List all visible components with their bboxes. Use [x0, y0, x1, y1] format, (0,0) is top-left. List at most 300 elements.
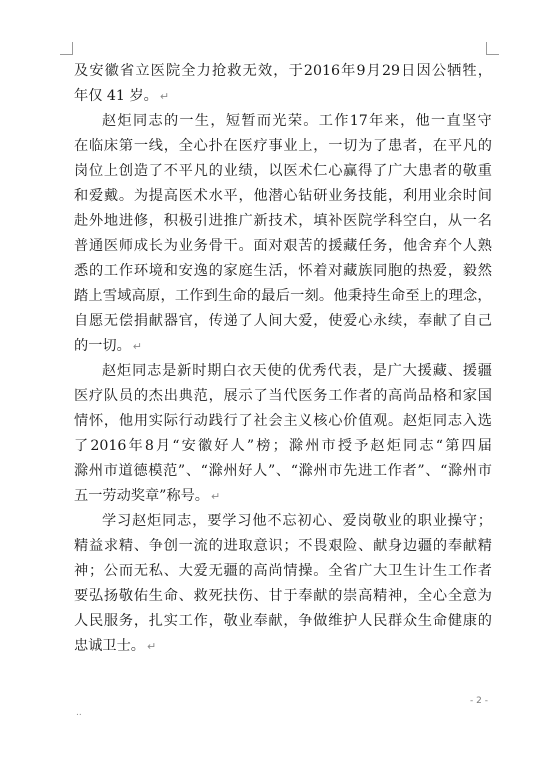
- glyph: 因: [416, 63, 431, 79]
- text-line: [74, 609, 492, 634]
- glyph: 不: [267, 513, 282, 529]
- glyph: 念: [462, 288, 478, 304]
- glyph: 推: [223, 213, 238, 229]
- glyph: 心: [358, 313, 373, 329]
- glyph: 爱: [342, 513, 357, 529]
- glyph: 取: [238, 538, 253, 554]
- glyph: 无: [103, 313, 119, 329]
- glyph: ，: [447, 263, 463, 279]
- glyph: 、: [163, 563, 178, 579]
- glyph: 市: [328, 463, 343, 479]
- glyph: 维: [328, 613, 343, 629]
- glyph: 神: [74, 563, 89, 579]
- glyph: 及: [74, 63, 89, 79]
- glyph: 的: [402, 513, 417, 529]
- glyph: 医: [298, 388, 313, 404]
- glyph: 一: [462, 213, 477, 229]
- glyph: 德: [133, 463, 148, 479]
- glyph: 业: [387, 513, 402, 529]
- glyph: 他: [253, 188, 268, 204]
- glyph: 怀: [298, 263, 313, 279]
- glyph: 尚: [402, 388, 418, 404]
- glyph: 操: [298, 563, 313, 579]
- glyph: ；: [477, 513, 492, 529]
- glyph: 自: [74, 313, 89, 329]
- glyph: 平: [447, 138, 463, 154]
- glyph: 初: [297, 513, 312, 529]
- glyph: 床: [103, 138, 119, 154]
- glyph: 献: [432, 313, 448, 329]
- glyph: 他: [118, 413, 134, 429]
- glyph: 职: [417, 513, 432, 529]
- glyph: 操: [447, 513, 462, 529]
- glyph: 生: [376, 288, 391, 304]
- glyph: 、: [253, 588, 268, 604]
- glyph: 同: [403, 438, 418, 454]
- glyph: 全: [181, 63, 196, 79]
- glyph: 社: [253, 413, 268, 429]
- glyph: 医: [283, 163, 298, 179]
- glyph: 实: [148, 413, 163, 429]
- glyph: 积: [163, 213, 178, 229]
- text-line: [74, 209, 492, 234]
- glyph: 间: [268, 313, 283, 329]
- glyph: 神: [388, 588, 403, 604]
- glyph: ，: [103, 413, 119, 429]
- glyph: 他: [333, 288, 348, 304]
- glyph: 术: [193, 188, 208, 204]
- glyph: 计: [417, 563, 433, 579]
- glyph: 通: [88, 238, 104, 254]
- glyph: 工: [318, 113, 333, 129]
- glyph: 时: [462, 188, 477, 204]
- glyph: ”: [177, 463, 186, 479]
- glyph: 赵: [102, 363, 117, 379]
- glyph: 作: [118, 263, 134, 279]
- glyph: 成: [133, 238, 149, 254]
- glyph: 一: [328, 138, 343, 154]
- glyph: 要: [74, 588, 89, 604]
- glyph: “: [172, 438, 180, 454]
- glyph: 踏: [74, 288, 89, 304]
- glyph: ，: [298, 213, 313, 229]
- glyph: 提: [148, 188, 163, 204]
- glyph: ，: [283, 263, 298, 279]
- glyph: 好: [238, 463, 253, 479]
- glyph: 敬: [118, 588, 134, 604]
- glyph: 身: [388, 538, 403, 554]
- glyph: 公: [431, 63, 447, 79]
- glyph: 业: [432, 188, 448, 204]
- glyph: 忘: [282, 513, 297, 529]
- glyph: 工: [372, 463, 388, 479]
- glyph: 同: [373, 263, 388, 279]
- glyph: 工: [447, 563, 463, 579]
- glyph: 心: [432, 588, 448, 604]
- glyph: 作: [189, 288, 204, 304]
- glyph: 钻: [298, 188, 313, 204]
- glyph: 然: [477, 263, 492, 279]
- glyph: 识: [268, 538, 283, 554]
- glyph: 尚: [268, 563, 283, 579]
- glyph: 而: [118, 563, 134, 579]
- glyph: 爱: [343, 313, 358, 329]
- glyph: 志: [419, 438, 434, 454]
- glyph: 者: [402, 463, 417, 479]
- glyph: 研: [313, 188, 328, 204]
- glyph: 好: [214, 438, 229, 454]
- glyph: 造: [133, 163, 149, 179]
- glyph: 表: [342, 363, 357, 379]
- glyph: 余: [447, 188, 463, 204]
- glyph: 炬: [386, 438, 401, 454]
- glyph: 是: [372, 363, 387, 379]
- glyph: 了: [238, 413, 253, 429]
- glyph: 模: [148, 463, 163, 479]
- glyph: 的: [133, 388, 149, 404]
- glyph: 争: [298, 613, 313, 629]
- page-number: - 2 -: [470, 696, 488, 706]
- glyph: 了: [148, 163, 163, 179]
- glyph: 州: [305, 438, 320, 454]
- glyph: ”: [246, 438, 255, 454]
- glyph: 创: [118, 163, 134, 179]
- glyph: 甘: [268, 588, 283, 604]
- glyph: 一: [133, 138, 149, 154]
- glyph: 者: [358, 388, 373, 404]
- glyph: ，: [208, 388, 223, 404]
- line-text: 五一劳动奖章”称号。: [74, 488, 209, 504]
- glyph: 高: [358, 588, 373, 604]
- glyph: 至: [405, 288, 420, 304]
- glyph: 的: [434, 288, 449, 304]
- glyph: 绩: [238, 163, 253, 179]
- glyph: 事: [268, 138, 283, 154]
- glyph: 了: [74, 438, 89, 454]
- glyph: 疗: [88, 388, 104, 404]
- glyph: 天: [252, 363, 267, 379]
- glyph: 大: [402, 363, 417, 379]
- glyph: 器: [163, 313, 178, 329]
- glyph: 实: [163, 613, 178, 629]
- text-line: [74, 484, 492, 509]
- glyph: 献: [462, 538, 477, 554]
- glyph: 线: [148, 138, 163, 154]
- glyph: 同: [432, 413, 448, 429]
- glyph: 敬: [372, 513, 387, 529]
- glyph: 私: [148, 563, 163, 579]
- glyph: 榜: [256, 438, 271, 454]
- glyph: 极: [178, 213, 193, 229]
- glyph: 践: [208, 413, 223, 429]
- glyph: ，: [477, 288, 492, 304]
- glyph: 死: [208, 588, 223, 604]
- glyph: ；: [88, 563, 104, 579]
- glyph: “: [435, 438, 443, 454]
- glyph: 扬: [103, 588, 119, 604]
- body-text[interactable]: [74, 59, 492, 659]
- glyph: 爱: [193, 563, 208, 579]
- text-line: [74, 409, 492, 434]
- glyph: 业: [238, 613, 253, 629]
- glyph: 活: [268, 263, 283, 279]
- glyph: 持: [362, 288, 377, 304]
- glyph: 师: [118, 238, 134, 254]
- glyph: 工: [328, 388, 343, 404]
- glyph: 和: [163, 263, 178, 279]
- glyph: 藏: [343, 263, 358, 279]
- glyph: 疆: [477, 363, 492, 379]
- glyph: 间: [477, 188, 492, 204]
- glyph: 者: [477, 563, 492, 579]
- line-text: 的一切。: [74, 338, 131, 354]
- glyph: 进: [208, 213, 223, 229]
- glyph: 刻: [304, 288, 319, 304]
- glyph: 援: [462, 363, 477, 379]
- glyph: 仁: [313, 163, 328, 179]
- glyph: 行: [223, 413, 238, 429]
- glyph: 长: [148, 238, 163, 254]
- glyph: 观: [373, 413, 388, 429]
- glyph: 生: [194, 113, 210, 129]
- glyph: 动: [193, 413, 208, 429]
- glyph: 于: [283, 588, 298, 604]
- glyph: 藏: [343, 238, 358, 254]
- glyph: 面: [253, 238, 268, 254]
- glyph: 了: [253, 388, 268, 404]
- glyph: ，: [273, 63, 288, 79]
- glyph: 为: [358, 138, 373, 154]
- glyph: 进: [118, 213, 134, 229]
- glyph: 来: [384, 113, 399, 129]
- glyph: 务: [373, 238, 388, 254]
- glyph: 光: [272, 113, 287, 129]
- glyph: 到: [203, 288, 218, 304]
- glyph: 时: [192, 363, 207, 379]
- glyph: ，: [208, 613, 223, 629]
- glyph: ，: [313, 138, 328, 154]
- glyph: 、: [133, 538, 149, 554]
- glyph: 大: [283, 313, 298, 329]
- glyph: 个: [447, 238, 463, 254]
- glyph: ，: [477, 63, 492, 79]
- glyph: 作: [193, 613, 208, 629]
- glyph: 白: [417, 213, 433, 229]
- glyph: 9: [356, 63, 366, 79]
- glyph: 守: [462, 513, 477, 529]
- glyph: 生: [417, 613, 433, 629]
- glyph: 熟: [477, 238, 492, 254]
- glyph: ；: [283, 538, 298, 554]
- glyph: 年: [128, 438, 143, 454]
- glyph: 医: [103, 238, 119, 254]
- glyph: 荣: [287, 113, 303, 129]
- glyph: 能: [373, 188, 388, 204]
- glyph: 献: [373, 538, 388, 554]
- glyph: 新: [253, 213, 268, 229]
- glyph: 技: [358, 188, 373, 204]
- glyph: 、: [185, 463, 201, 479]
- glyph: 奉: [417, 313, 433, 329]
- glyph: 典: [178, 388, 193, 404]
- glyph: 流: [193, 538, 208, 554]
- text-line: [74, 459, 492, 484]
- glyph: 群: [388, 613, 403, 629]
- glyph: 精: [118, 538, 134, 554]
- glyph: 炬: [147, 513, 162, 529]
- glyph: 杰: [148, 388, 163, 404]
- glyph: 畏: [313, 538, 328, 554]
- glyph: 衣: [237, 363, 252, 379]
- glyph: 苦: [298, 238, 313, 254]
- paragraph-mark-icon: ↵: [146, 640, 157, 653]
- glyph: 外: [88, 213, 104, 229]
- glyph: 的: [477, 613, 492, 629]
- glyph: 生: [148, 588, 163, 604]
- glyph: 。: [388, 413, 403, 429]
- glyph: 四: [461, 438, 476, 454]
- glyph: 学: [373, 213, 388, 229]
- glyph: 一: [178, 538, 193, 554]
- glyph: 的: [208, 538, 223, 554]
- text-line: [74, 284, 492, 309]
- glyph: 高: [163, 188, 178, 204]
- glyph: 扑: [208, 138, 223, 154]
- glyph: 2016: [303, 63, 341, 79]
- glyph: 同: [132, 113, 148, 129]
- glyph: 优: [297, 363, 312, 379]
- glyph: 环: [133, 263, 149, 279]
- glyph: ，: [160, 288, 175, 304]
- glyph: 会: [268, 413, 283, 429]
- glyph: 疗: [253, 138, 268, 154]
- glyph: 年: [341, 63, 356, 79]
- glyph: 州: [88, 463, 104, 479]
- glyph: 示: [238, 388, 253, 404]
- glyph: 市: [321, 438, 336, 454]
- glyph: 人: [358, 613, 373, 629]
- glyph: 学: [102, 513, 117, 529]
- glyph: 一: [179, 113, 194, 129]
- text-line: [74, 534, 492, 559]
- glyph: 续: [388, 313, 403, 329]
- glyph: 赵: [402, 413, 418, 429]
- glyph: 雪: [102, 288, 118, 304]
- glyph: 州: [223, 463, 238, 479]
- glyph: 白: [222, 363, 237, 379]
- glyph: 空: [402, 213, 418, 229]
- glyph: ，: [388, 188, 403, 204]
- glyph: 的: [208, 263, 223, 279]
- glyph: 舍: [417, 238, 433, 254]
- glyph: 广: [238, 213, 253, 229]
- glyph: 全: [447, 588, 463, 604]
- glyph: ，: [193, 313, 208, 329]
- glyph: 原: [146, 288, 161, 304]
- glyph: 暂: [241, 113, 256, 129]
- paragraph-mark-icon: ↵: [159, 90, 170, 103]
- glyph: 予: [354, 438, 369, 454]
- glyph: 上: [103, 163, 119, 179]
- glyph: 术: [298, 163, 313, 179]
- glyph: 州: [462, 463, 478, 479]
- glyph: 炬: [417, 413, 433, 429]
- glyph: 边: [402, 538, 418, 554]
- glyph: 志: [177, 513, 192, 529]
- glyph: ，: [432, 213, 448, 229]
- line-text: 年仅 41 岁。: [74, 88, 158, 104]
- glyph: 险: [343, 538, 358, 554]
- glyph: 公: [103, 563, 119, 579]
- glyph: 用: [417, 188, 433, 204]
- glyph: 一: [290, 288, 305, 304]
- glyph: 域: [117, 288, 132, 304]
- glyph: 代: [283, 388, 298, 404]
- glyph: 人: [230, 438, 245, 454]
- glyph: 生: [402, 563, 418, 579]
- glyph: 健: [447, 613, 463, 629]
- glyph: 无: [242, 63, 257, 79]
- glyph: 医: [178, 188, 193, 204]
- glyph: 抢: [211, 63, 227, 79]
- glyph: 名: [477, 213, 492, 229]
- glyph: 爱: [88, 188, 104, 204]
- glyph: 心: [283, 188, 298, 204]
- glyph: 的: [208, 163, 223, 179]
- glyph: 业: [328, 188, 343, 204]
- glyph: 捐: [133, 313, 149, 329]
- glyph: 凡: [193, 163, 208, 179]
- glyph: 在: [223, 138, 238, 154]
- glyph: 进: [223, 538, 238, 554]
- glyph: 安: [89, 63, 104, 79]
- glyph: 的: [373, 388, 388, 404]
- glyph: 工: [103, 263, 119, 279]
- glyph: 对: [268, 238, 283, 254]
- glyph: 求: [103, 538, 119, 554]
- glyph: 艰: [283, 238, 298, 254]
- glyph: 他: [415, 113, 430, 129]
- glyph: 第: [118, 138, 134, 154]
- glyph: 引: [193, 213, 208, 229]
- glyph: ，: [417, 138, 433, 154]
- glyph: 17: [349, 113, 368, 129]
- glyph: 工: [178, 613, 193, 629]
- glyph: 毅: [462, 263, 477, 279]
- glyph: 敬: [462, 163, 477, 179]
- glyph: 境: [148, 263, 163, 279]
- glyph: 市: [477, 463, 492, 479]
- glyph: 第: [445, 438, 460, 454]
- glyph: 普: [74, 238, 89, 254]
- glyph: 临: [88, 138, 104, 154]
- glyph: 用: [133, 413, 149, 429]
- glyph: 上: [298, 138, 313, 154]
- glyph: 从: [447, 213, 463, 229]
- glyph: 秉: [347, 288, 362, 304]
- glyph: 院: [165, 63, 181, 79]
- glyph: ，: [357, 363, 372, 379]
- glyph: 上: [419, 288, 434, 304]
- glyph: 授: [337, 438, 353, 454]
- glyph: 广: [388, 163, 403, 179]
- glyph: 的: [246, 288, 262, 304]
- glyph: 地: [103, 213, 119, 229]
- glyph: 岗: [74, 163, 89, 179]
- text-line: [74, 384, 492, 409]
- text-line: [74, 359, 492, 384]
- glyph: ”: [267, 463, 276, 479]
